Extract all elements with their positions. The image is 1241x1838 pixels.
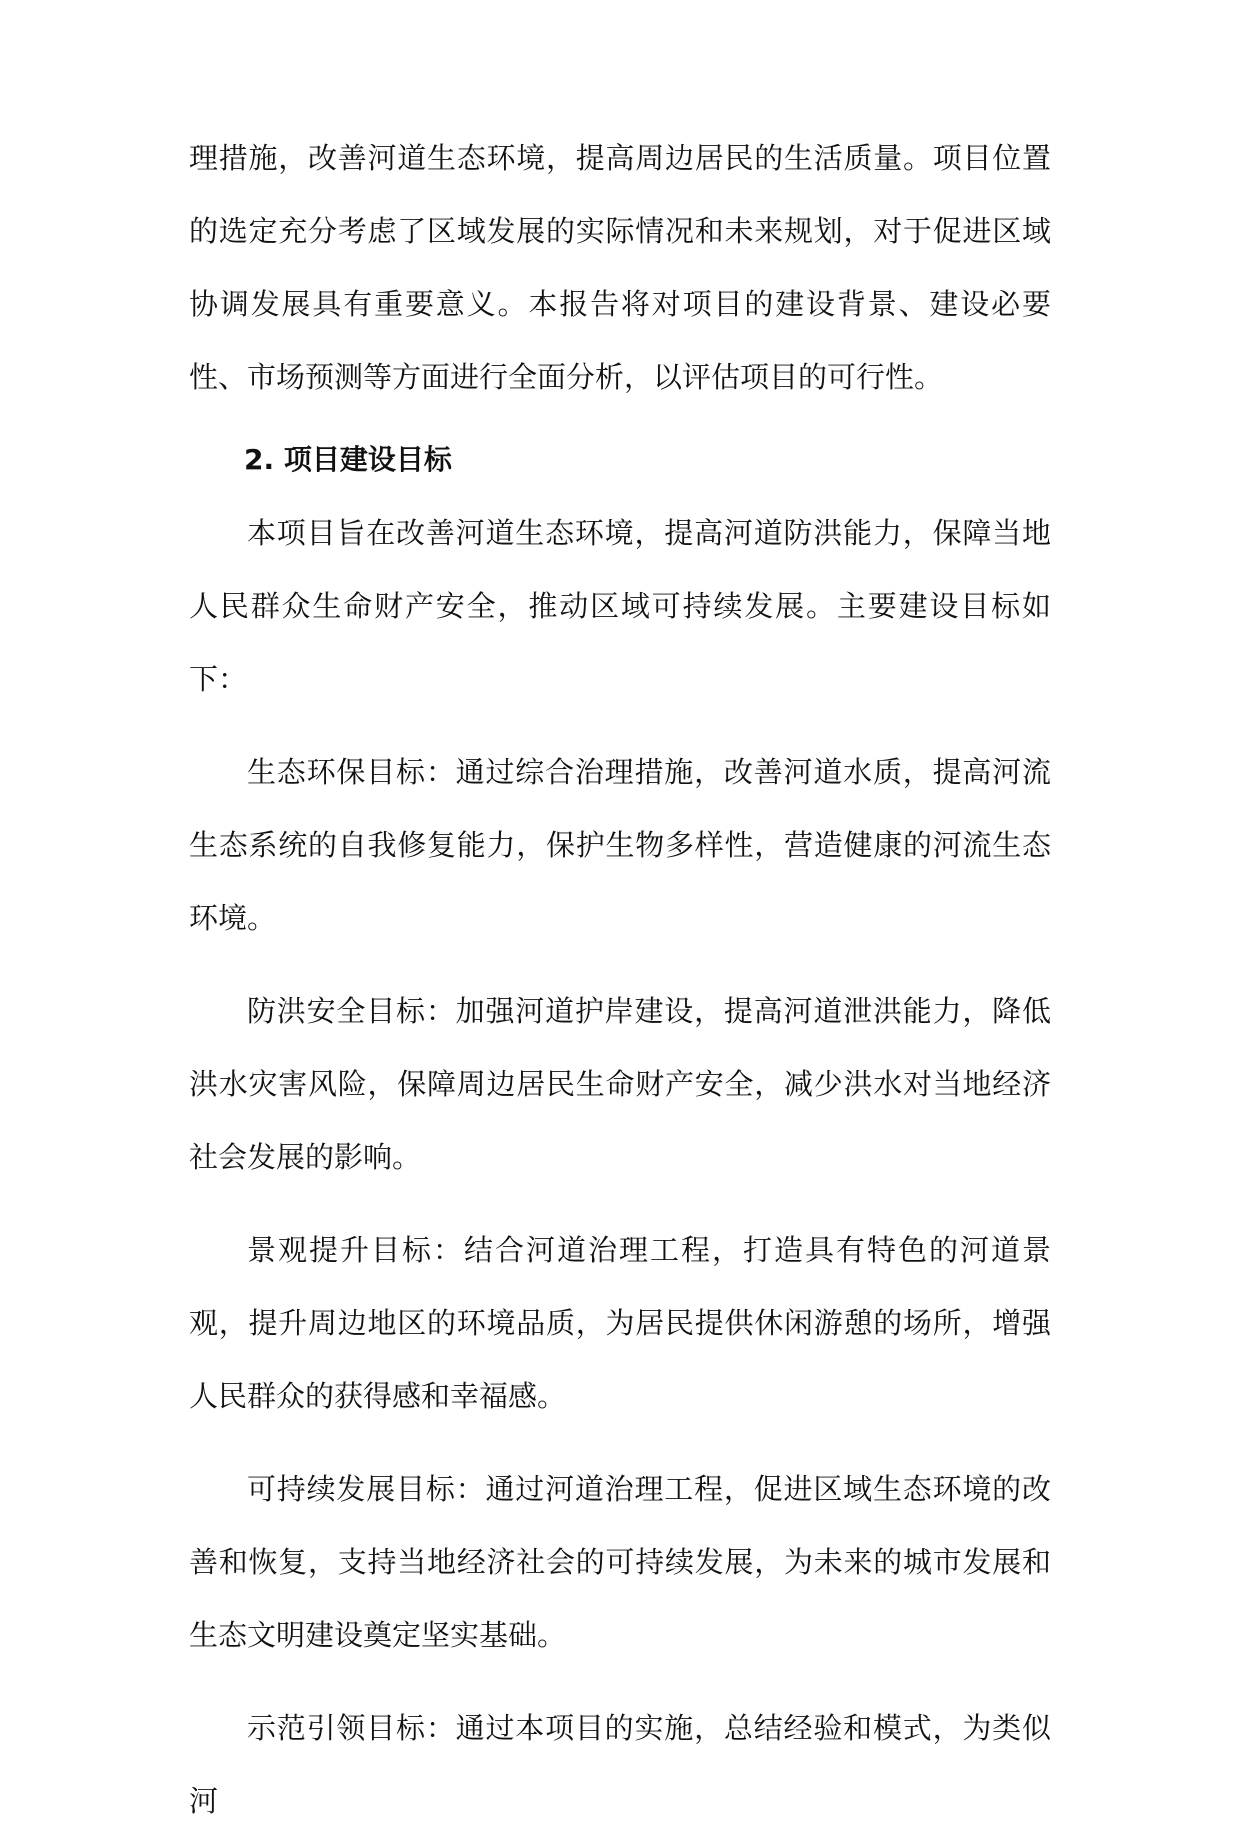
section-heading: 2. 项目建设目标	[244, 443, 452, 476]
sustainable-development-goal-paragraph: 可持续发展目标：通过河道治理工程，促进区域生态环境的改善和恢复，支持当地经济社会的可持续发展，为未来的城市发展和生态文明建设奠定坚实基础。	[189, 1472, 1051, 1652]
continued-paragraph: 理措施，改善河道生态环境，提高周边居民的生活质量。项目位置的选定充分考虑了区域发展的实际情况和未来规划，对于促进区域协调发展具有重要意义。本报告将对项目的建设背景、建设必要性、市场预测等方面进行全面分析，以评估项目的可行性。	[189, 141, 1051, 394]
flood-safety-goal-paragraph: 防洪安全目标：加强河道护岸建设，提高河道泄洪能力，降低洪水灾害风险，保障周边居民生命财产安全，减少洪水对当地经济社会发展的影响。	[189, 994, 1051, 1174]
document-body	[189, 122, 1051, 1838]
ecological-goal-paragraph: 生态环保目标：通过综合治理措施，改善河道水质，提高河流生态系统的自我修复能力，保护生物多样性，营造健康的河流生态环境。	[189, 755, 1051, 935]
demonstration-goal-paragraph: 示范引领目标：通过本项目的实施，总结经验和模式，为类似河	[189, 1711, 1051, 1818]
section-intro-paragraph: 本项目旨在改善河道生态环境，提高河道防洪能力，保障当地人民群众生命财产安全，推动区域可持续发展。主要建设目标如下：	[189, 516, 1051, 696]
landscape-goal-paragraph: 景观提升目标：结合河道治理工程，打造具有特色的河道景观，提升周边地区的环境品质，为居民提供休闲游憩的场所，增强人民群众的获得感和幸福感。	[189, 1233, 1051, 1413]
